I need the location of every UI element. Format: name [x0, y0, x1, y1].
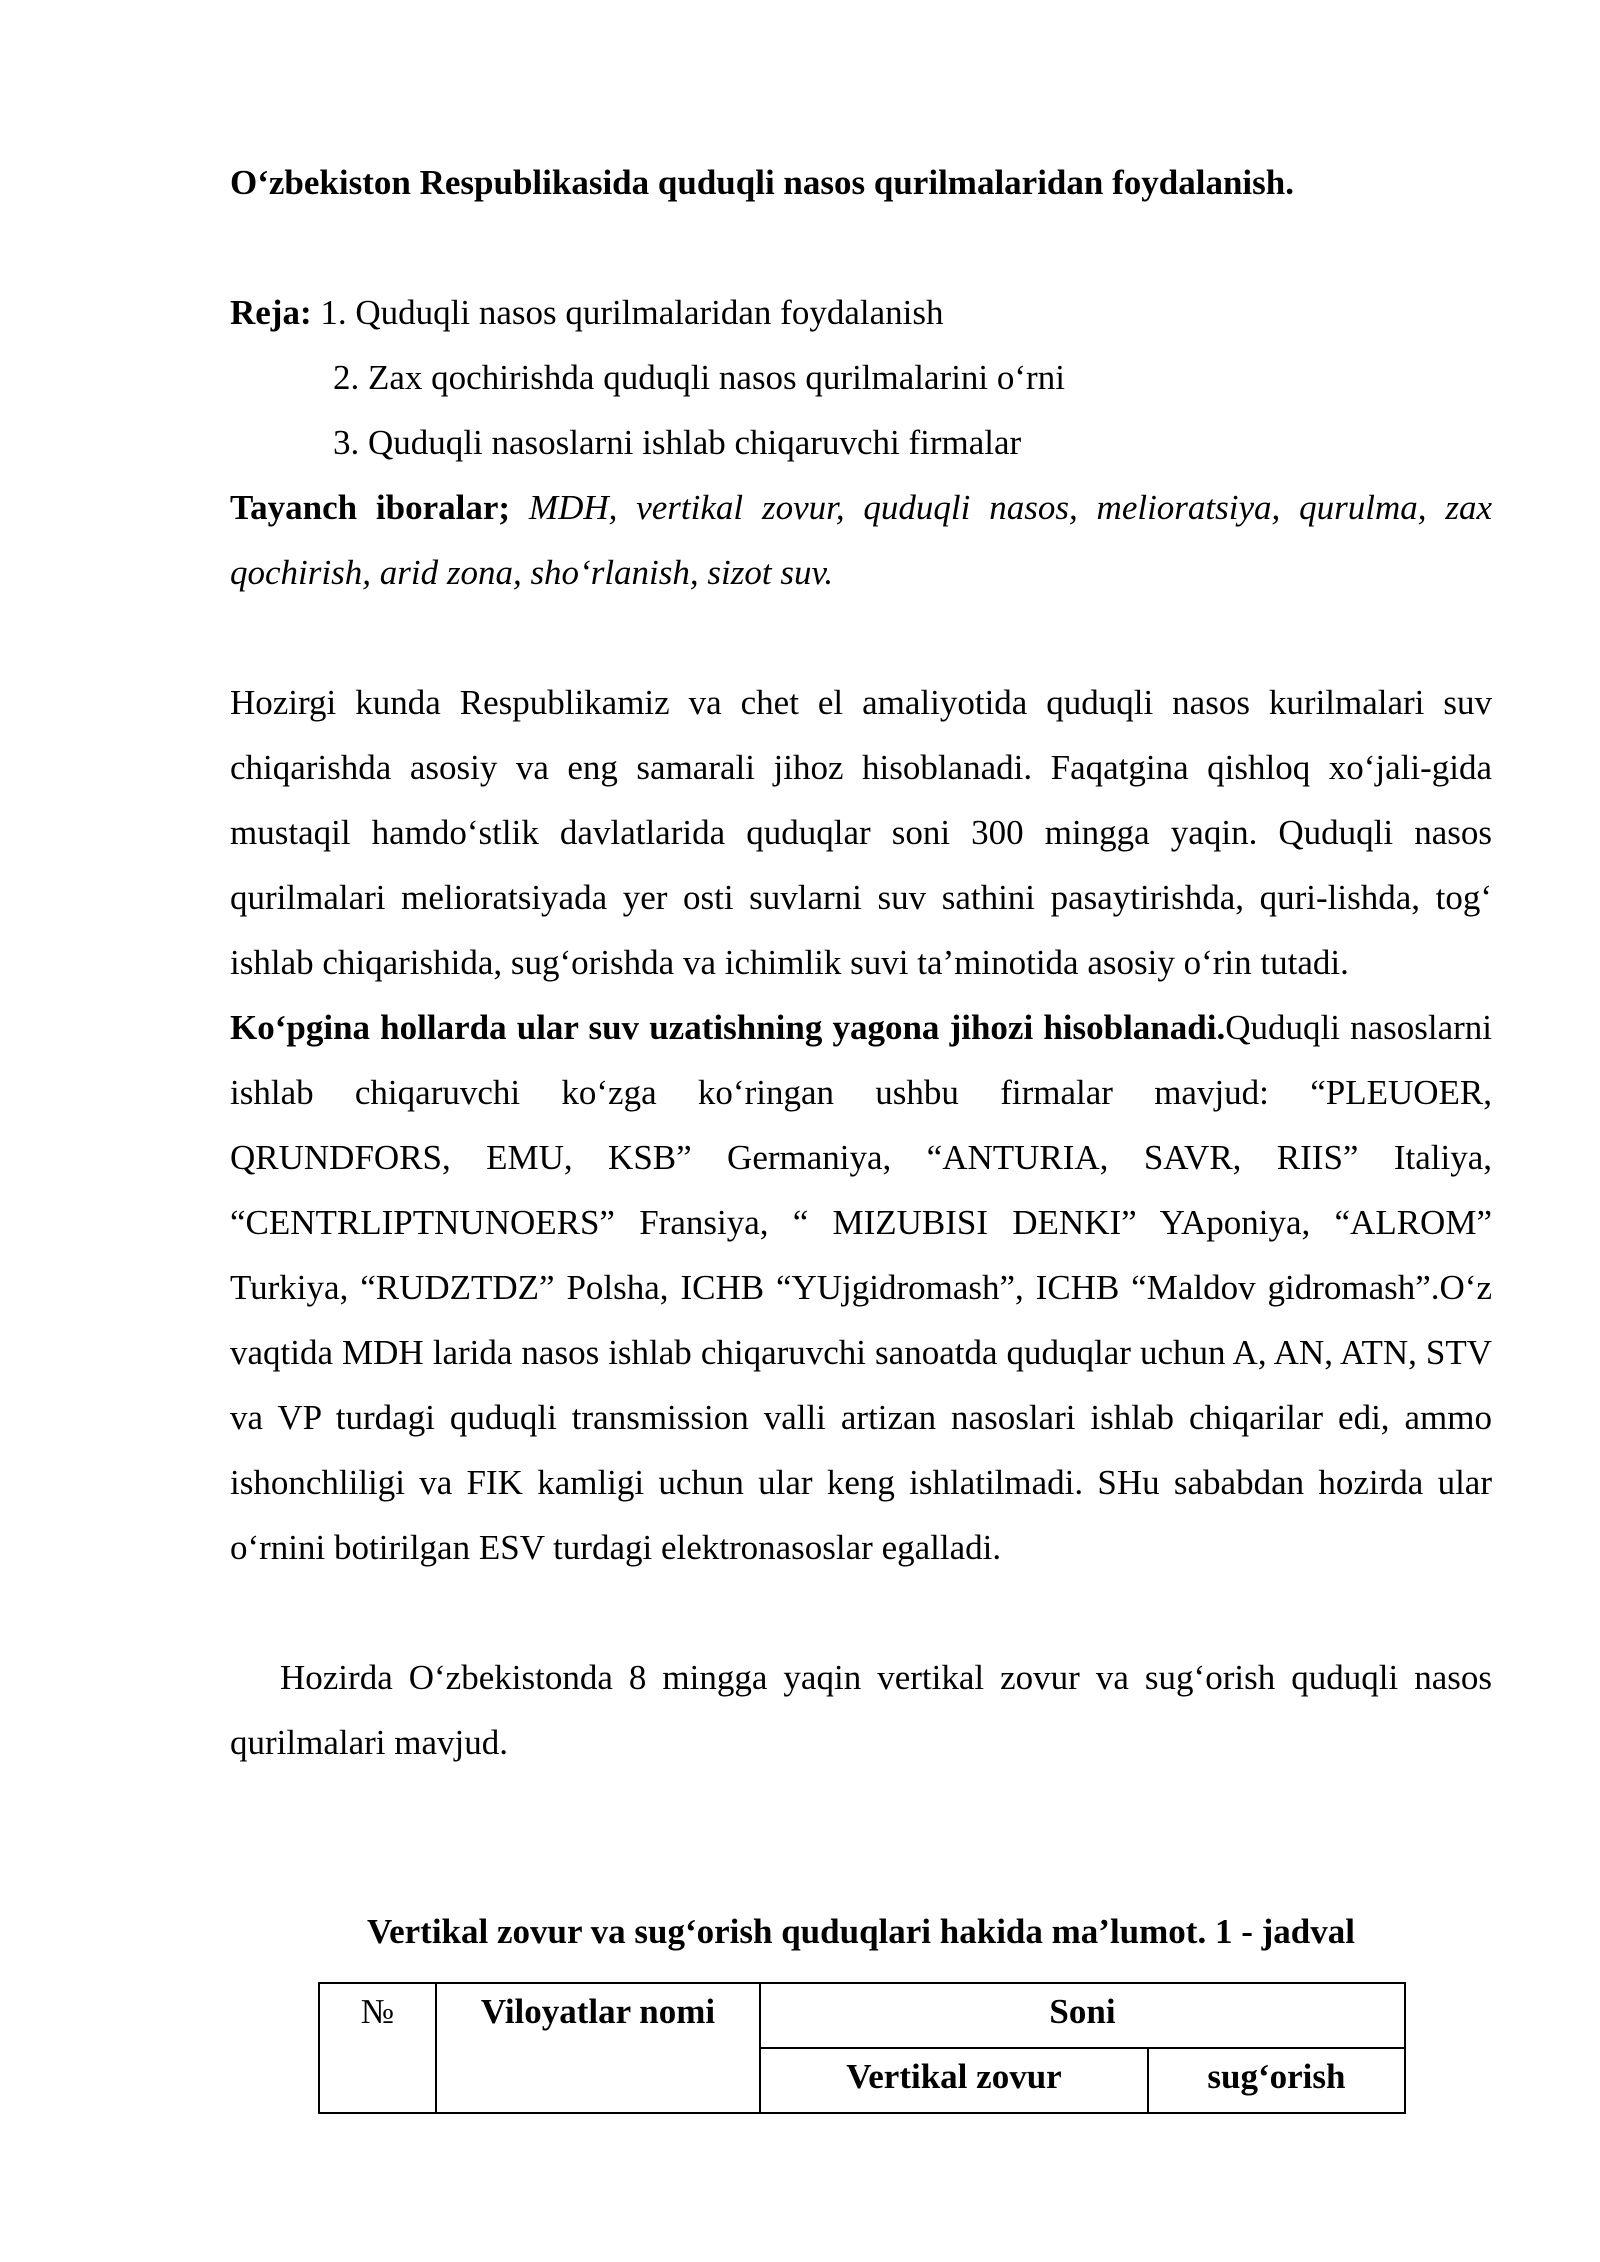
- header-region-name: Viloyatlar nomi: [436, 1983, 760, 2113]
- header-number: №: [319, 1983, 436, 2113]
- keywords-text: MDH, vertikal zovur, quduqli nasos, melioratsiya, qurulma, zax qochirish, arid zona, sho‘rlanish, sizot suv.: [230, 488, 1492, 592]
- table-caption: Vertikal zovur va sug‘orish quduqlari hakida ma’lumot. 1 - jadval: [367, 1912, 1355, 1951]
- plan-first-line: [230, 280, 1492, 345]
- spacer: [230, 215, 1492, 280]
- table-header-row: [319, 1983, 1405, 2048]
- keywords-label: Tayanch iboralar;: [230, 488, 511, 527]
- plan-item-3: 3. Quduqli nasoslarni ishlab chiqaruvchi firmalar: [333, 423, 1022, 462]
- subheader-vertical: Vertikal zovur: [760, 2048, 1148, 2113]
- paragraph-2-text: Quduqli nasoslarni ishlab chiqaruvchi ko‘zga ko‘ringan ushbu firmalar mavjud: “PLEUOER, QRUNDFORS, EMU, KSB” Germaniya, “ANTURIA, SAVR, RIIS” Italiya, “CENTRLIPTNUNOERS” Fransiya, “ MIZUBISI DENKI” YAponiya, “ALROM” Turkiya, “RUDZTDZ” Polsha, ICHB “YUjgidromash”, ICHB “Maldov gidromash”.O‘z vaqtida MDH larida nasos ishlab chiqaruvchi sanoatda quduqlar uchun A, AN, ATN, STV va VP turdagi quduqli transmission valli artizan nasoslari ishlab chiqarilar edi, ammo ishonchliligi va FIK kamligi uchun ular keng ishlatilmadi. SHu sababdan hozirda ular o‘rnini botirilgan ESV turdagi elektronasoslar egalladi.: [230, 1008, 1492, 1567]
- paragraph-1: Hozirgi kunda Respublikamiz va chet el amaliyotida quduqli nasos kurilmalari suv chiqarishda asosiy va eng samarali jihoz hisoblanadi. Faqatgina qishloq xo‘jali-gida mustaqil hamdo‘stlik davlatlarida quduqlar soni 300 mingga yaqin. Quduqli nasos qurilmalari melioratsiyada yer osti suvlarni suv sathini pasaytirishda, quri-lishda, tog‘ ishlab chiqarishida, sug‘orishda va ichimlik suvi ta’minotida asosiy o‘rin tutadi.: [230, 683, 1492, 982]
- document-title: O‘zbekiston Respublikasida quduqli nasos qurilmalaridan foydalanish.: [230, 163, 1294, 202]
- header-count: Soni: [760, 1983, 1405, 2048]
- plan-item-1: 1. Quduqli nasos qurilmalaridan foydalanish: [320, 293, 944, 332]
- keywords-paragraph: [230, 475, 1492, 605]
- spacer: [230, 605, 1492, 670]
- document-page: [230, 150, 1492, 2096]
- paragraph-2-bold: Ko‘pgina hollarda ular suv uzatishning yagona jihozi hisoblanadi.: [230, 1008, 1226, 1047]
- plan-label: Reja:: [230, 293, 312, 332]
- plan-item-2: 2. Zax qochirishda quduqli nasos qurilmalarini o‘rni: [333, 358, 1065, 397]
- spacer: [230, 1580, 1492, 1645]
- paragraph-3: Hozirda O‘zbekistonda 8 mingga yaqin vertikal zovur va sug‘orish quduqli nasos qurilmalari mavjud.: [230, 1658, 1492, 1762]
- data-table: [318, 1982, 1406, 2114]
- paragraph-2: [230, 995, 1492, 1580]
- subheader-irrigation: sug‘orish: [1148, 2048, 1405, 2113]
